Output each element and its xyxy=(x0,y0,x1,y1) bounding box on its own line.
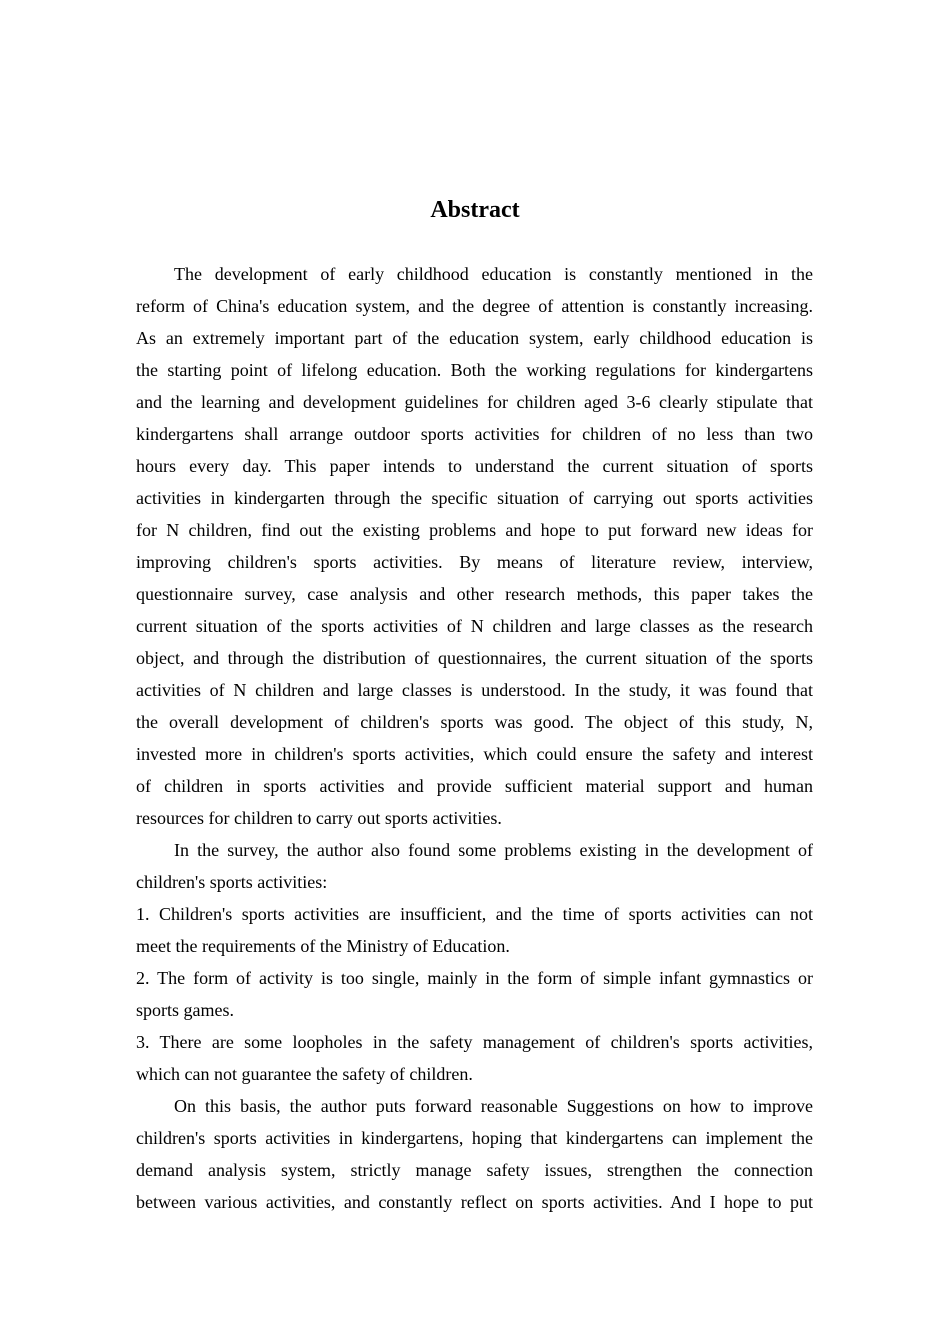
text-line: children's sports activities: xyxy=(136,872,328,892)
text-line: questionnaire survey, case analysis and other research methods, this paper takes the xyxy=(136,584,813,604)
text-line: object, and through the distribution of questionnaires, the current situation of the sports xyxy=(136,648,813,668)
text-line: between various activities, and constantly reflect on sports activities. And I hope to put xyxy=(136,1192,813,1212)
text-line: children's sports activities in kindergartens, hoping that kindergartens can implement the xyxy=(136,1128,813,1148)
text-line: the overall development of children's sports was good. The object of this study, N, xyxy=(136,712,813,732)
paragraph xyxy=(136,834,813,898)
text-line: kindergartens shall arrange outdoor sports activities for children of no less than two xyxy=(136,424,813,444)
text-line: 1. Children's sports activities are insufficient, and the time of sports activities can not xyxy=(136,904,813,924)
text-line: As an extremely important part of the education system, early childhood education is xyxy=(136,328,813,348)
abstract-body xyxy=(136,258,813,1218)
text-line: invested more in children's sports activities, which could ensure the safety and interest xyxy=(136,744,813,764)
text-line: of children in sports activities and provide sufficient material support and human xyxy=(136,776,813,796)
paragraph xyxy=(136,1026,813,1090)
text-line: current situation of the sports activities of N children and large classes as the research xyxy=(136,616,813,636)
text-line: which can not guarantee the safety of children. xyxy=(136,1064,473,1084)
text-line: 3. There are some loopholes in the safety management of children's sports activities, xyxy=(136,1032,813,1052)
text-line: resources for children to carry out sports activities. xyxy=(136,808,502,828)
text-line: The development of early childhood education is constantly mentioned in the xyxy=(174,264,813,284)
text-line: meet the requirements of the Ministry of Education. xyxy=(136,936,510,956)
text-line: activities in kindergarten through the specific situation of carrying out sports activities xyxy=(136,488,813,508)
text-line: hours every day. This paper intends to understand the current situation of sports xyxy=(136,456,813,476)
page-title: Abstract xyxy=(430,197,520,223)
text-line: On this basis, the author puts forward reasonable Suggestions on how to improve xyxy=(174,1096,813,1116)
text-line: for N children, find out the existing problems and hope to put forward new ideas for xyxy=(136,520,813,540)
text-line: the starting point of lifelong education. Both the working regulations for kindergartens xyxy=(136,360,813,380)
text-line: improving children's sports activities. By means of literature review, interview, xyxy=(136,552,813,572)
text-line: 2. The form of activity is too single, mainly in the form of simple infant gymnastics or xyxy=(136,968,813,988)
text-line: and the learning and development guidelines for children aged 3-6 clearly stipulate that xyxy=(136,392,813,412)
paragraph xyxy=(136,258,813,834)
text-line: demand analysis system, strictly manage safety issues, strengthen the connection xyxy=(136,1160,813,1180)
text-line: sports games. xyxy=(136,1000,234,1020)
text-line: In the survey, the author also found some problems existing in the development of xyxy=(174,840,813,860)
text-line: reform of China's education system, and the degree of attention is constantly increasing. xyxy=(136,296,813,316)
paragraph xyxy=(136,898,813,962)
text-line: activities of N children and large classes is understood. In the study, it was found that xyxy=(136,680,813,700)
paragraph xyxy=(136,1090,813,1218)
paragraph xyxy=(136,962,813,1026)
